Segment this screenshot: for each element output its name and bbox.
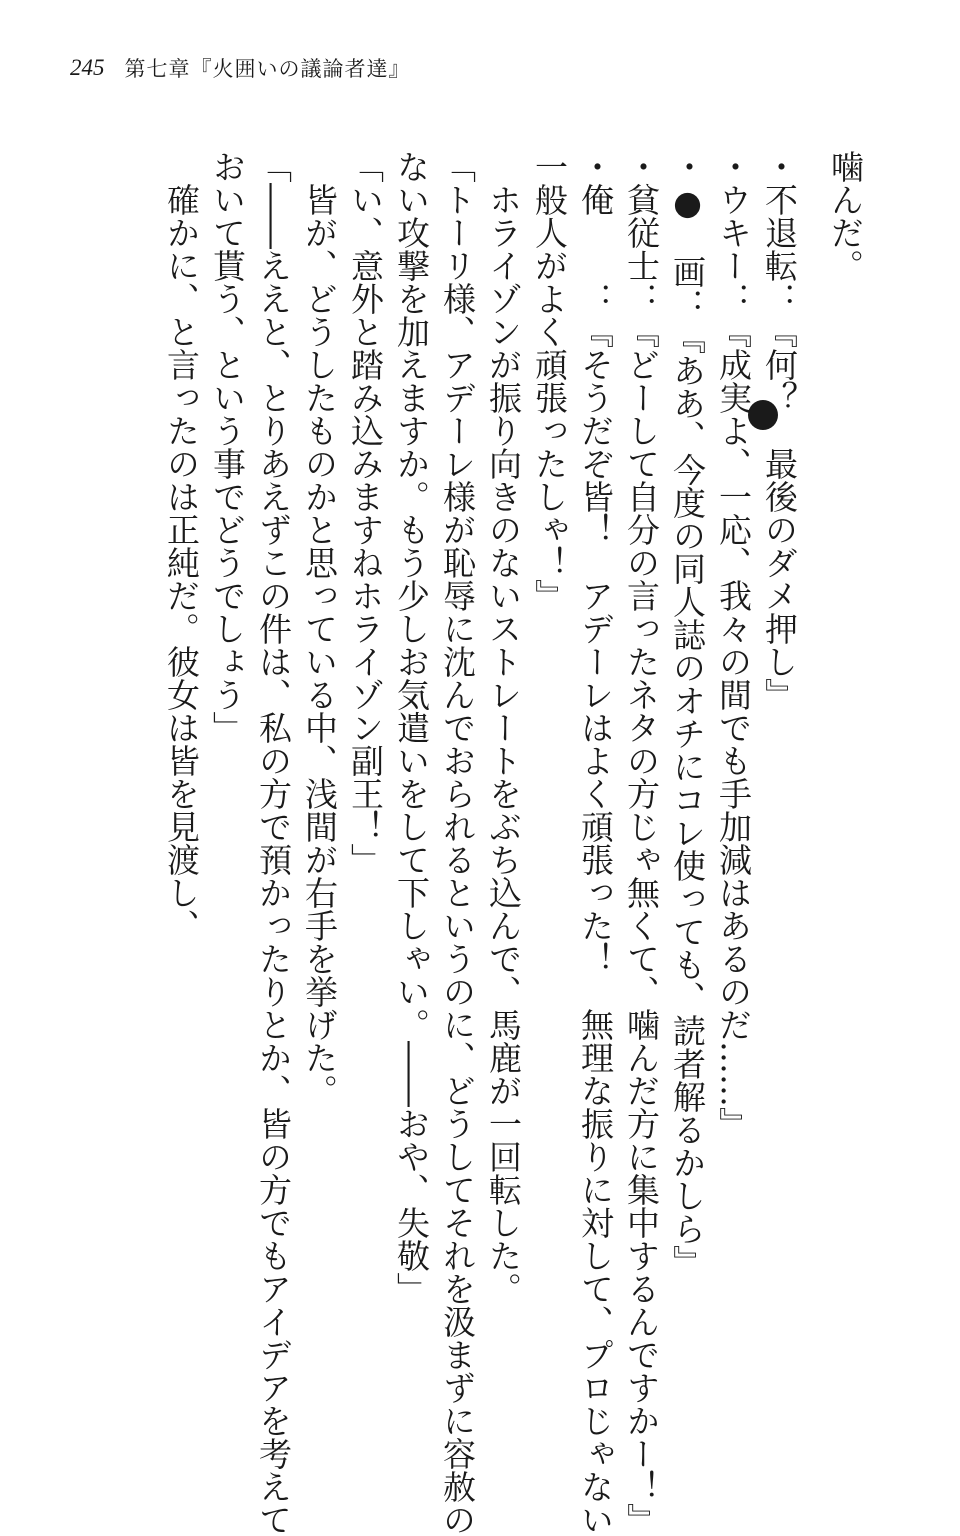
body-text: [158, 150, 868, 1536]
page-number: 245: [70, 55, 105, 80]
chat-line-uki: ・ウキー：『成実よ、一応、我々の間でも手加減はあるのだ……』: [714, 150, 753, 1140]
page-header: [70, 52, 411, 84]
text-line: 皆が、どうしたものかと思っている中、浅間が右手を挙げた。: [300, 150, 339, 1107]
chat-line-hinjuushi: ・貧従士：『どーして自分の言ったネタの方じゃ無くて、噛んだ方に集中するんですかー！』: [622, 150, 661, 1536]
text-line: ホライゾンが振り向きのないストレートをぶち込んで、馬鹿が一回転した。: [484, 150, 523, 1305]
dialogue-line: おいて貰う、という事でどうでしょう」: [208, 150, 247, 744]
text-line: 確かに、と言ったのは正純だ。彼女は皆を見渡し、: [162, 150, 201, 942]
chat-line-ore: ・俺 ：『そうだぞ皆！ アデーレはよく頑張った！ 無理な振りに対して、プロじゃない: [576, 150, 615, 1536]
text-line: 一般人がよく頑張ったしゃ！』: [530, 150, 569, 612]
dialogue-line: 「――ええと、とりあえずこの件は、私の方で預かったりとか、皆の方でもアイデアを考えて: [254, 150, 293, 1536]
dialogue-line: 「トーリ様、アデーレ様が恥辱に沈んでおられるというのに、どうしてそれを汲まずに容赦の: [438, 150, 477, 1536]
dialogue-line: 「い、意外と踏み込みますねホライゾン副王！」: [346, 150, 385, 876]
chat-line-futaiten: ・不退転：『何？ 最後のダメ押し』: [760, 150, 799, 711]
dialogue-line: ない攻撃を加えますか。もう少しお気遣いをして下しゃい。――おや、失敬」: [392, 150, 431, 1305]
text-line: 噛んだ。: [826, 150, 865, 282]
chat-line-ga: ・● 画：『ああ、今度の同人誌のオチにコレ使っても、読者解るかしら』: [668, 150, 707, 1278]
chapter-title: 第七章『火囲いの議論者達』: [124, 57, 411, 81]
